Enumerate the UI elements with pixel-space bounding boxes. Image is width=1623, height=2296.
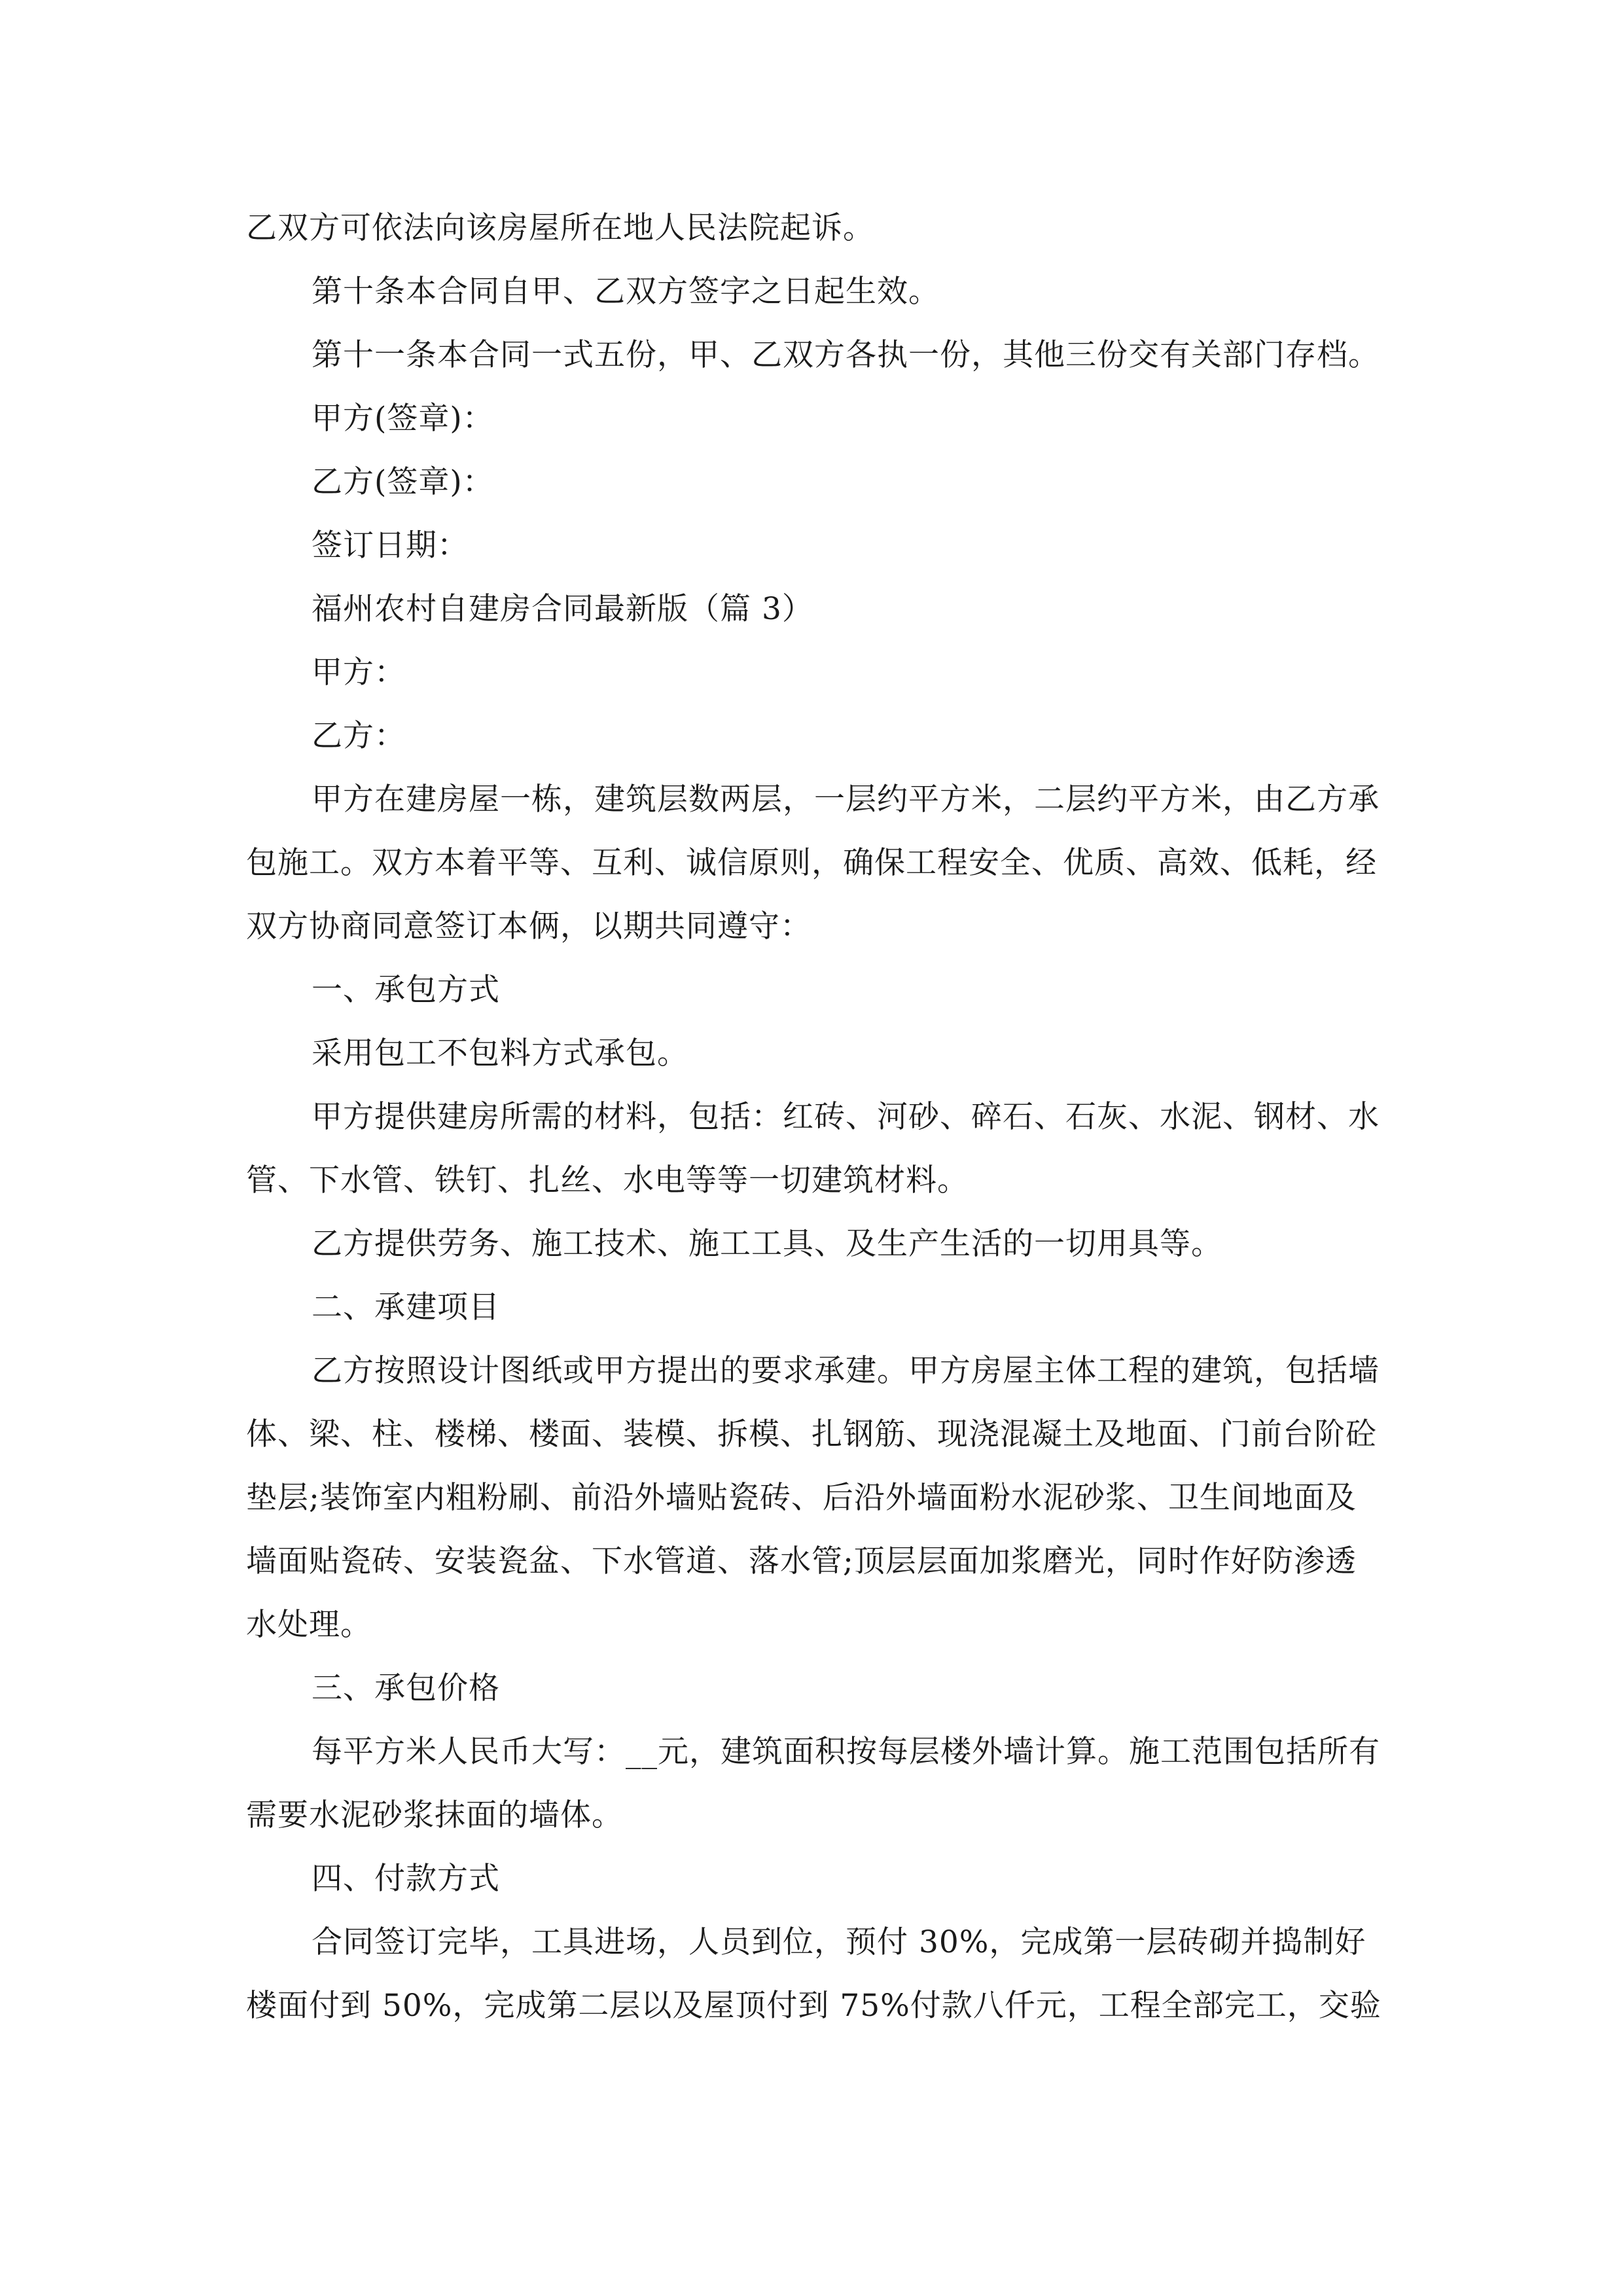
signing-date-line: 签订日期：	[312, 528, 469, 564]
party-b-line: 乙方：	[312, 718, 406, 754]
party-a-line: 甲方：	[312, 655, 406, 691]
paragraph: 乙方按照设计图纸或甲方提出的要求承建。甲方房屋主体工程的建筑，包括墙体、梁、柱、楼梯、楼面、装模、拆模、扎钢筋、现浇混凝土及地面、门前台阶砼垫层;装饰室内粗粉刷、前沿外墙贴瓷砖、后沿外墙面粉水泥砂浆、卫生间地面及墙面贴瓷砖、安装瓷盆、下水管道、落水管;顶层层面加浆磨光，同时作好防渗透水处理。	[246, 1353, 1380, 1643]
paragraph: 第十一条本合同一式五份，甲、乙双方各执一份，其他三份交有关部门存档。	[312, 337, 1380, 373]
party-b-signature-line: 乙方(签章)：	[312, 464, 494, 500]
party-a-signature-line: 甲方(签章)：	[312, 401, 494, 437]
section-title: 福州农村自建房合同最新版（篇 3）	[312, 591, 813, 627]
paragraph: 第十条本合同自甲、乙双方签字之日起生效。	[312, 274, 940, 310]
paragraph: 甲方提供建房所需的材料，包括：红砖、河砂、碎石、石灰、水泥、钢材、水管、下水管、铁钉、扎丝、水电等等一切建筑材料。	[246, 1099, 1380, 1198]
paragraph: 采用包工不包料方式承包。	[312, 1035, 688, 1071]
heading-contract-method: 一、承包方式	[312, 972, 500, 1008]
heading-payment-method: 四、付款方式	[312, 1861, 500, 1897]
paragraph: 甲方在建房屋一栋，建筑层数两层，一层约平方米，二层约平方米，由乙方承包施工。双方本着平等、互利、诚信原则，确保工程安全、优质、高效、低耗，经双方协商同意签订本俩，以期共同遵守：	[246, 781, 1380, 944]
paragraph: 乙方提供劳务、施工技术、施工工具、及生产生活的一切用具等。	[312, 1226, 1222, 1262]
paragraph: 每平方米人民币大写：__元，建筑面积按每层楼外墙计算。施工范围包括所有需要水泥砂浆抹面的墙体。	[246, 1734, 1380, 1833]
heading-contract-price: 三、承包价格	[312, 1670, 500, 1706]
heading-construction-items: 二、承建项目	[312, 1289, 500, 1325]
paragraph: 合同签订完毕，工具进场，人员到位，预付 30%，完成第一层砖砌并捣制好楼面付到 50%，完成第二层以及屋顶付到 75%付款八仟元，工程全部完工，交验	[246, 1924, 1382, 2024]
paragraph: 乙双方可依法向该房屋所在地人民法院起诉。	[246, 210, 874, 246]
document-body	[246, 196, 1385, 2037]
